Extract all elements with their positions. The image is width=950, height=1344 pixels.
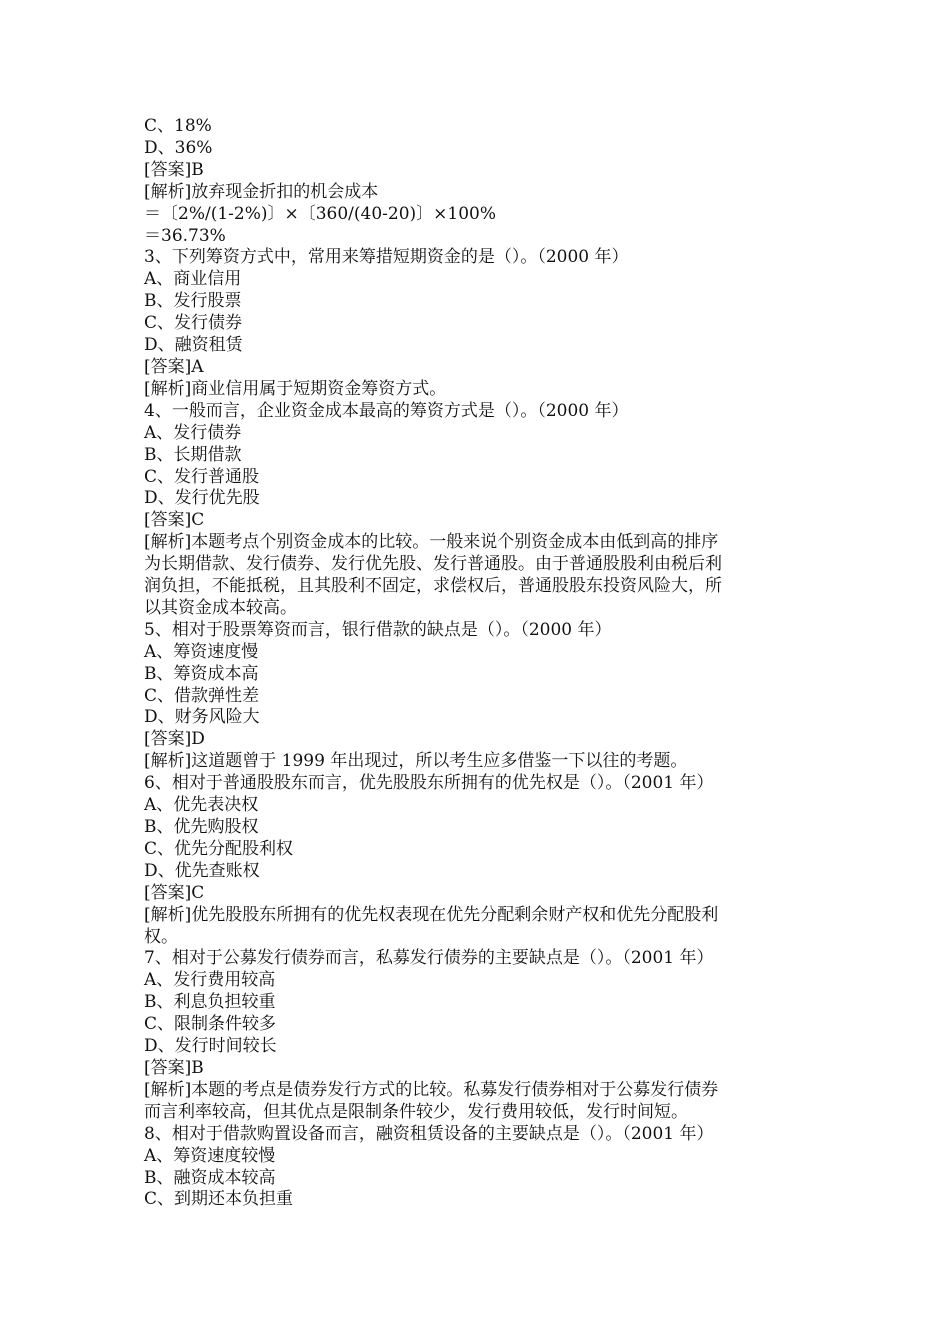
text-line: 7、相对于公募发行债券而言，私募发行债券的主要缺点是（）。（2001 年） bbox=[144, 948, 714, 969]
text-line: D、发行时间较长 bbox=[144, 1036, 277, 1057]
text-line: [答案]C bbox=[144, 510, 205, 531]
text-line: B、发行股票 bbox=[144, 291, 242, 312]
text-line: C、18% bbox=[144, 116, 212, 136]
text-line: 3、下列筹资方式中，常用来筹措短期资金的是（）。（2000 年） bbox=[144, 247, 629, 268]
text-line: C、优先分配股利权 bbox=[144, 838, 294, 859]
text-line: 润负担，不能抵税，且其股利不固定，求偿权后，普通股股东投资风险大，所 bbox=[144, 576, 722, 597]
text-line: C、借款弹性差 bbox=[144, 685, 260, 706]
text-line: B、融资成本较高 bbox=[144, 1167, 276, 1188]
text-line: ＝36.73% bbox=[144, 225, 226, 246]
text-line: 5、相对于股票筹资而言，银行借款的缺点是（）。（2000 年） bbox=[144, 619, 612, 640]
text-line: A、发行债券 bbox=[144, 422, 242, 443]
text-line: C、到期还本负担重 bbox=[144, 1189, 294, 1210]
text-line: 4、一般而言，企业资金成本最高的筹资方式是（）。（2000 年） bbox=[144, 400, 629, 421]
text-line: B、优先购股权 bbox=[144, 817, 259, 837]
text-line: D、财务风险大 bbox=[144, 707, 260, 728]
text-line: A、发行费用较高 bbox=[144, 970, 276, 991]
text-line: C、发行债券 bbox=[144, 313, 243, 334]
text-line: 6、相对于普通股股东而言，优先股股东所拥有的优先权是（）。（2001 年） bbox=[144, 773, 714, 794]
text-line: [解析]这道题曾于 1999 年出现过，所以考生应多借鉴一下以往的考题。 bbox=[144, 751, 688, 772]
text-line: D、36% bbox=[144, 137, 213, 158]
text-line: [答案]A bbox=[144, 356, 204, 377]
document-page bbox=[144, 116, 809, 1211]
text-line: 为长期借款、发行债券、发行优先股、发行普通股。由于普通股股利由税后利 bbox=[144, 554, 722, 575]
text-line: [解析]商业信用属于短期资金筹资方式。 bbox=[144, 378, 447, 399]
text-line: [答案]C bbox=[144, 882, 205, 903]
text-line: B、筹资成本高 bbox=[144, 663, 259, 684]
text-line: A、优先表决权 bbox=[144, 795, 259, 816]
text-line: B、利息负担较重 bbox=[144, 992, 276, 1013]
text-line: 以其资金成本较高。 bbox=[144, 597, 297, 618]
text-line: A、筹资速度慢 bbox=[144, 641, 259, 662]
text-line: C、限制条件较多 bbox=[144, 1014, 277, 1035]
text-line: D、融资租赁 bbox=[144, 335, 243, 356]
text-line: D、发行优先股 bbox=[144, 488, 260, 509]
text-line: [答案]B bbox=[144, 159, 204, 180]
text-line: [解析]本题的考点是债券发行方式的比较。私募发行债券相对于公募发行债券 bbox=[144, 1079, 719, 1100]
text-line: ＝〔2%/(1-2%)〕×〔360/(40-20)〕×100% bbox=[144, 203, 497, 224]
text-line: C、发行普通股 bbox=[144, 466, 260, 487]
text-line: A、筹资速度较慢 bbox=[144, 1145, 276, 1166]
text-line: 权。 bbox=[144, 926, 178, 947]
text-line: A、商业信用 bbox=[144, 269, 242, 290]
text-line: [解析]放弃现金折扣的机会成本 bbox=[144, 181, 379, 202]
text-line: 8、相对于借款购置设备而言，融资租赁设备的主要缺点是（）。（2001 年） bbox=[144, 1123, 714, 1144]
text-line: [答案]D bbox=[144, 729, 205, 750]
text-line: [解析]本题考点个别资金成本的比较。一般来说个别资金成本由低到高的排序 bbox=[144, 532, 719, 553]
text-line: B、长期借款 bbox=[144, 444, 242, 465]
text-line: [答案]B bbox=[144, 1057, 204, 1078]
text-line: D、优先查账权 bbox=[144, 860, 260, 881]
text-line: [解析]优先股股东所拥有的优先权表现在优先分配剩余财产权和优先分配股利 bbox=[144, 904, 719, 925]
text-line: 而言利率较高，但其优点是限制条件较少，发行费用较低，发行时间短。 bbox=[144, 1101, 688, 1122]
